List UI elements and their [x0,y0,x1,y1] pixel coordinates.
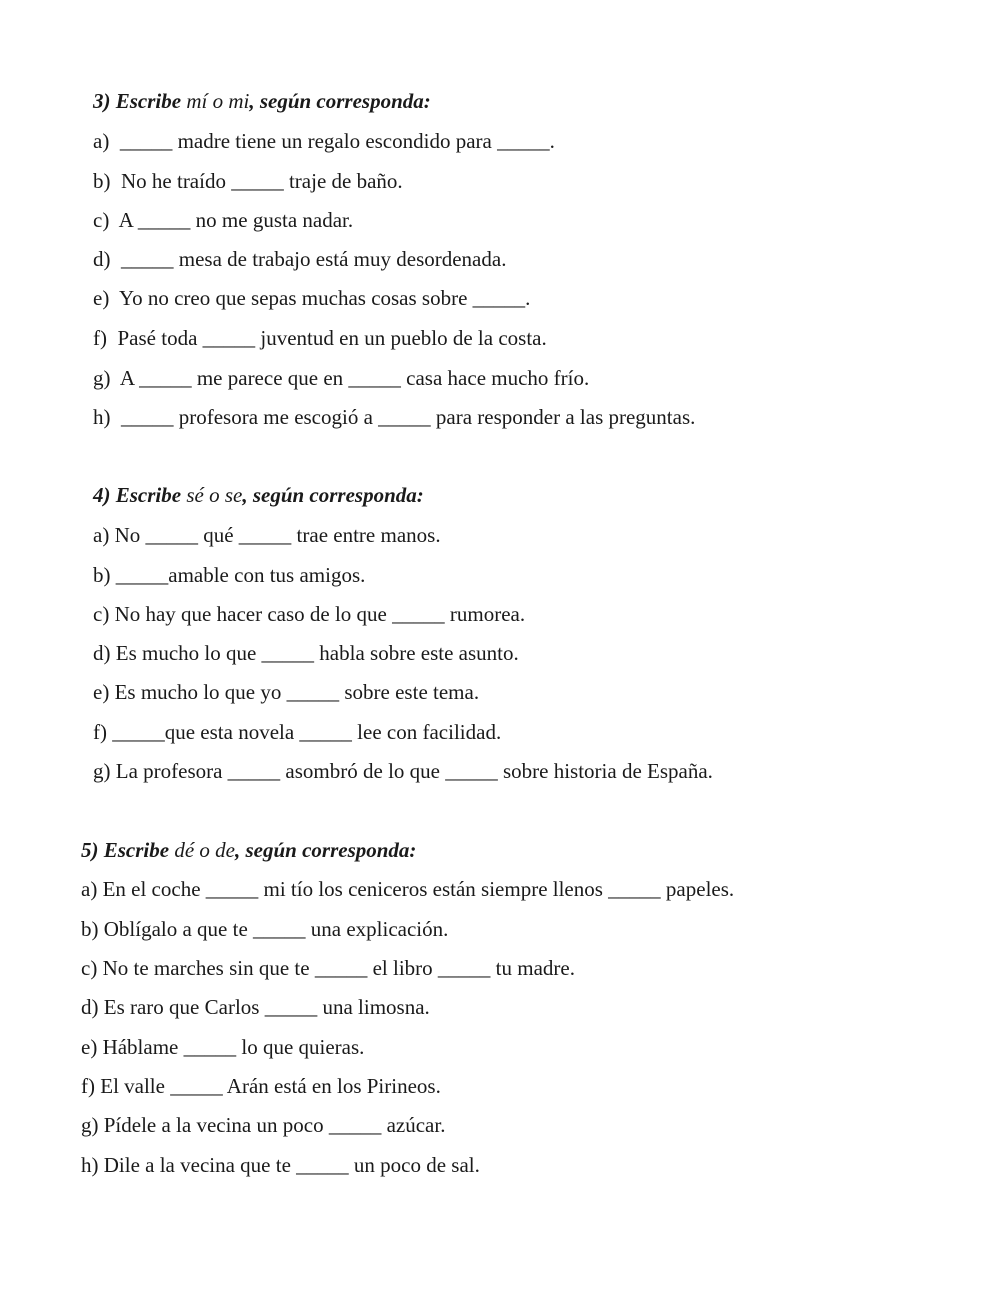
section-3-item-b: b) No he traído _____ traje de baño. [93,169,403,193]
section-5-item-b: b) Oblígalo a que te _____ una explicación. [81,917,449,941]
section-5-item-c: c) No te marches sin que te _____ el libro _____ tu madre. [81,956,575,980]
section-5-item-a: a) En el coche _____ mi tío los ceniceros están siempre llenos _____ papeles. [81,877,735,901]
section-3-item-h: h) _____ profesora me escogió a _____ para responder a las preguntas. [93,405,696,429]
section-4-item-b: b) _____amable con tus amigos. [93,563,366,587]
section-4-item-g: g) La profesora _____ asombró de lo que _____ sobre historia de España. [93,759,713,783]
section-5-item-g: g) Pídele a la vecina un poco _____ azúcar. [81,1113,446,1137]
section-5-item-d: d) Es raro que Carlos _____ una limosna. [81,995,430,1019]
section-5-item-e: e) Háblame _____ lo que quieras. [81,1035,365,1059]
section-4-item-e: e) Es mucho lo que yo _____ sobre este tema. [93,680,480,704]
section-4-item-a: a) No _____ qué _____ trae entre manos. [93,523,441,547]
section-5-heading: 5) Escribe dé o de, según corresponda: [81,838,417,862]
section-3-item-d: d) _____ mesa de trabajo está muy desordenada. [93,247,507,271]
section-3-item-f: f) Pasé toda _____ juventud en un pueblo de la costa. [93,326,547,350]
section-3-item-e: e) Yo no creo que sepas muchas cosas sobre _____. [93,286,531,310]
section-5-item-f: f) El valle _____ Arán está en los Pirineos. [81,1074,441,1098]
section-4-item-f: f) _____que esta novela _____ lee con facilidad. [93,720,502,744]
section-3-item-c: c) A _____ no me gusta nadar. [93,208,354,232]
section-4-item-d: d) Es mucho lo que _____ habla sobre este asunto. [93,641,519,665]
section-5-item-h: h) Dile a la vecina que te _____ un poco de sal. [81,1153,480,1177]
section-3-item-g: g) A _____ me parece que en _____ casa hace mucho frío. [93,366,590,390]
section-3-item-a: a) _____ madre tiene un regalo escondido para _____. [93,129,555,153]
section-3-heading: 3) Escribe mí o mi, según corresponda: [93,89,431,113]
section-4-item-c: c) No hay que hacer caso de lo que _____ rumorea. [93,602,526,626]
section-4-heading: 4) Escribe sé o se, según corresponda: [93,483,424,507]
